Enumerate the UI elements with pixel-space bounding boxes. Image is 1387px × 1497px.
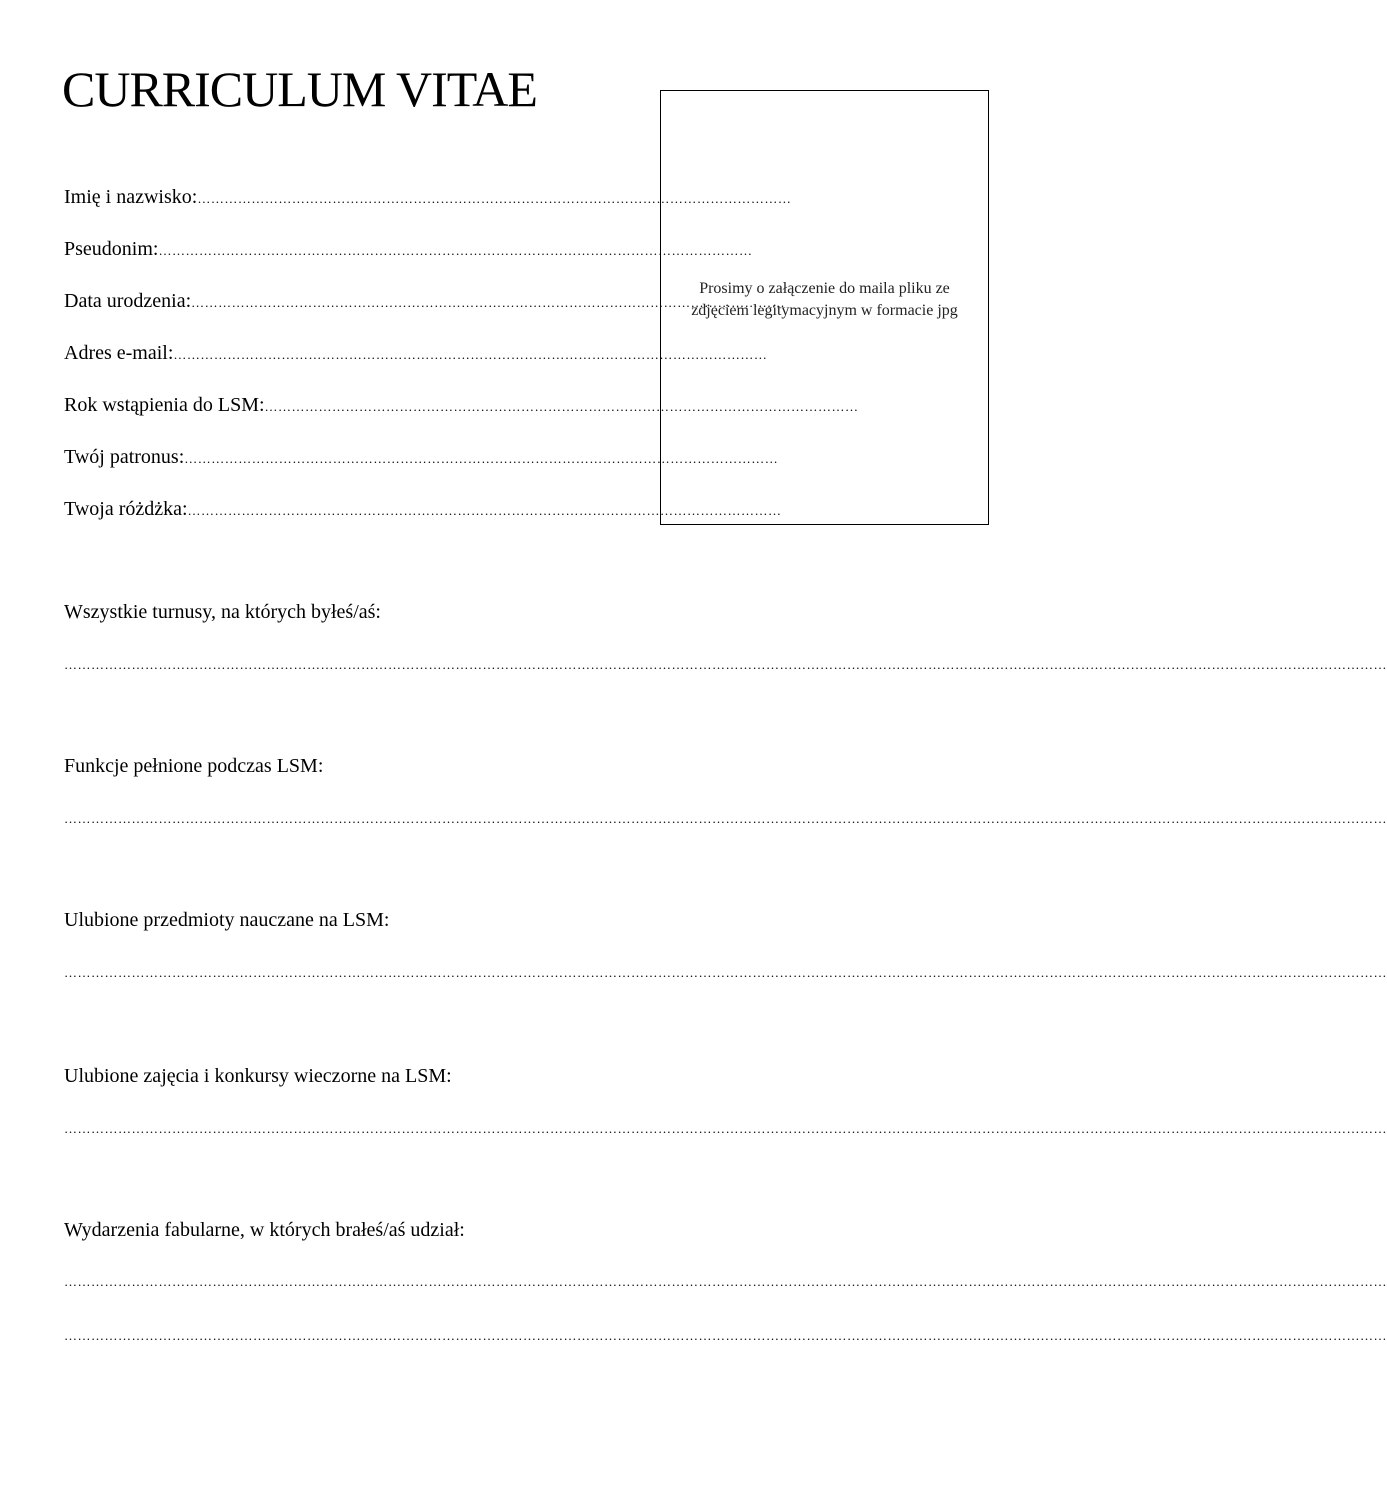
answer-line[interactable]: …………………………………………………………………………………………………………………………………………………………………………………………………………………………………………………………………… [64, 1328, 1387, 1343]
field-patronus[interactable] [64, 446, 779, 474]
section-funkcje [64, 752, 1387, 826]
section-title: Wszystkie turnusy, na których byłeś/aś: [64, 601, 381, 623]
photo-placeholder-box [660, 90, 989, 525]
section-title: Ulubione zajęcia i konkursy wieczorne na LSM: [64, 1065, 452, 1087]
section-wydarzenia [64, 1216, 1387, 1343]
field-fill-line[interactable]: …………………………………………………………………………………………………………………… [184, 451, 779, 466]
section-title: Wydarzenia fabularne, w których brałeś/aś udział: [64, 1219, 465, 1241]
field-fill-line[interactable]: …………………………………………………………………………………………………………………… [173, 347, 768, 362]
field-fill-line[interactable]: …………………………………………………………………………………………………………………… [158, 243, 753, 258]
field-label: Pseudonim: [64, 238, 159, 260]
field-fill-line[interactable]: …………………………………………………………………………………………………………………… [264, 399, 859, 414]
field-pseudonym[interactable] [64, 238, 753, 266]
answer-line[interactable]: …………………………………………………………………………………………………………………………………………………………………………………………………………………………………………………………………… [64, 811, 1387, 826]
answer-line[interactable]: …………………………………………………………………………………………………………………………………………………………………………………………………………………………………………………………………… [64, 1274, 1387, 1289]
field-label: Data urodzenia: [64, 290, 192, 312]
field-join-year[interactable] [64, 394, 859, 422]
field-wand[interactable] [64, 498, 782, 526]
field-fill-line[interactable]: …………………………………………………………………………………………………………………… [187, 503, 782, 518]
section-turnusy [64, 598, 1387, 672]
field-label: Rok wstąpienia do LSM: [64, 394, 265, 416]
field-label: Twoja różdżka: [64, 498, 188, 520]
photo-instruction-text: Prosimy o załączenie do maila pliku ze zdjęciem legitymacyjnym w formacie jpg [691, 280, 958, 319]
section-zajecia [64, 1062, 1387, 1136]
field-email[interactable] [64, 342, 768, 370]
answer-line[interactable]: …………………………………………………………………………………………………………………………………………………………………………………………………………………………………………………………………… [64, 1121, 1387, 1136]
field-name[interactable] [64, 186, 792, 214]
field-fill-line[interactable]: …………………………………………………………………………………………………………………… [191, 295, 786, 310]
section-title: Ulubione przedmioty nauczane na LSM: [64, 909, 390, 931]
section-title: Funkcje pełnione podczas LSM: [64, 755, 324, 777]
field-fill-line[interactable]: …………………………………………………………………………………………………………………… [197, 191, 792, 206]
answer-line[interactable]: …………………………………………………………………………………………………………………………………………………………………………………………………………………………………………………………………… [64, 657, 1387, 672]
field-label: Twój patronus: [64, 446, 185, 468]
page-title: CURRICULUM VITAE [62, 61, 537, 117]
answer-line[interactable]: …………………………………………………………………………………………………………………………………………………………………………………………………………………………………………………………………… [64, 965, 1387, 980]
field-birth-date[interactable] [64, 290, 786, 318]
field-label: Adres e-mail: [64, 342, 174, 364]
section-przedmioty [64, 906, 1387, 980]
field-label: Imię i nazwisko: [64, 186, 198, 208]
